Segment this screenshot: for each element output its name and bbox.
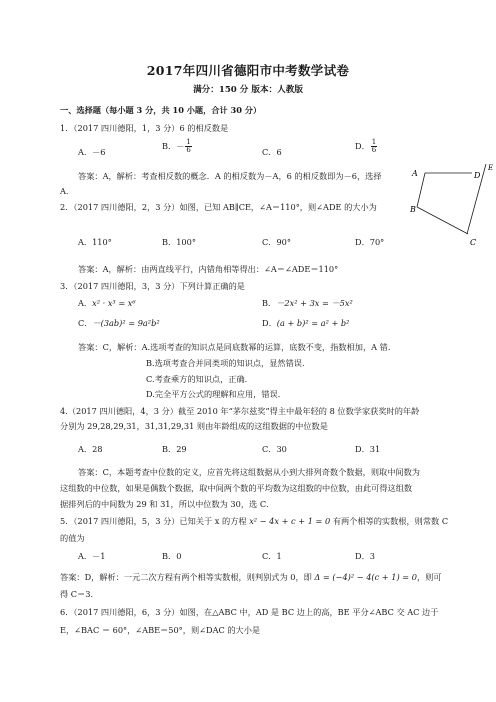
q3-stem: 3．（2017 四川德阳，3，3 分）下列计算正确的是 [60, 281, 245, 291]
q1-answer: 答案：A，解析：考查相反数的概念．A 的相反数为－A，6 的相反数即为－6，选择 [78, 171, 382, 181]
q4-answer-cont2: 据排列后的中间数为 29 和 31，所以中位数为 30，选 C． [60, 499, 275, 509]
q5-option-b: B．0 [162, 551, 182, 561]
q3-option-a: A．x² · x³ = x⁶ [78, 298, 136, 308]
page-subtitle: 满分：150 分 版本：人教版 [193, 85, 303, 95]
q1-option-c: C．6 [262, 147, 282, 157]
q4-answer: 答案：C，本题考查中位数的定义，应首先将这组数据从小到大排列奇数个数据，则取中间数为 [78, 467, 420, 477]
q3-option-b: B．－2x² + 3x = －5x² [262, 298, 353, 308]
segment-ab [417, 173, 425, 207]
segment-bc [417, 207, 468, 234]
q5-answer-cont: 得 C＝3． [60, 589, 99, 599]
q5-option-d: D．3 [355, 551, 375, 561]
q1-answer-cont: A． [60, 186, 75, 196]
q4-option-c: C．30 [262, 444, 287, 454]
q6-stem: 6．（2017 四川德阳，6，3 分）如图，在△ABC 中，AD 是 BC 边上的高，BE 平分∠ABC 交 AC 边于 [60, 607, 439, 617]
q2-option-d: D．70° [355, 237, 385, 247]
q1-option-a: A．－6 [78, 147, 106, 157]
q2-option-c: C．90° [262, 237, 291, 247]
q5-option-a: A．－1 [78, 551, 106, 561]
q4-answer-cont: 这组数的中位数，如果是偶数个数据，取中间两个数的平均数为这组数的中位数，由此可得这组数 [60, 483, 413, 493]
q5-stem: 5．（2017 四川德阳，5，3 分）已知关于 x 的方程 x² − 4x + c + 1 = 0 有两个相等的实数根，则常数 C [60, 516, 449, 526]
q5-option-c: C．1 [262, 551, 282, 561]
q1-option-b: B．－ $\frac{1}{6}$ [162, 138, 191, 155]
label-c: C [470, 238, 477, 247]
q2-option-b: B．100° [162, 237, 196, 247]
q2-geometry-figure [410, 162, 496, 252]
q2-option-a: A．110° [78, 237, 112, 247]
q3-option-d: D．(a + b)² = a² + b² [262, 318, 350, 328]
section-heading: 一、选择题（每小题 3 分，共 10 小题，合计 30 分） [60, 105, 262, 115]
q1-option-d: D． $\frac{1}{6}$ [355, 138, 377, 155]
q2-answer: 答案：A，解析：由两直线平行，内错角相等得出：∠A＝∠ADE＝110° [78, 264, 339, 274]
page-title: 2017年四川省德阳市中考数学试卷 [146, 63, 350, 78]
q4-option-a: A．28 [78, 444, 103, 454]
q2-stem: 2．（2017 四川德阳，2，3 分）如图，已知 AB∥CE，∠A＝110°，则∠ADE 的大小为 [60, 202, 377, 212]
q3-option-c: C．－(3ab)² = 9a²b² [78, 318, 160, 328]
q3-answer: 答案：C，解析：A.选项考查的知识点是同底数幂的运算，底数不变，指数相加，A 错. [78, 342, 391, 352]
q5-answer: 答案：D，解析：一元二次方程有两个相等实数根，则判别式为 0，即 Δ = (−4)² − 4(c + 1) = 0，则可 [60, 572, 442, 582]
q3-answer-b: B.选项考查合并同类项的知识点，显然错误. [146, 358, 305, 368]
q3-answer-c: C.考查乘方的知识点，正确. [146, 374, 248, 384]
q5-stem-cont: 的值为 [60, 533, 85, 543]
label-b: B [410, 205, 416, 214]
q1-stem: 1．（2017 四川德阳，1，3 分）6 的相反数是 [60, 123, 229, 133]
q4-option-d: D．31 [355, 444, 381, 454]
q4-stem: 4.（2017 四川德阳，4，3 分）截至 2010 年“茅尔兹奖”得主中最年轻的 8 位数学家获奖时的年龄 [60, 406, 420, 416]
label-d: D [474, 171, 481, 180]
q4-option-b: B．29 [162, 444, 187, 454]
label-a: A [412, 169, 418, 178]
q6-stem-cont: E，∠BAC ＝ 60°，∠ABE＝50°，则∠DAC 的大小是 [60, 625, 261, 635]
q3-answer-d: D.完全平方公式的理解和应用，错误. [146, 389, 281, 399]
q4-stem-cont: 分别为 29,28,29,31，31,31,29,31 则由年龄组成的这组数据的中位数是 [60, 421, 328, 431]
label-e: E [488, 164, 494, 172]
